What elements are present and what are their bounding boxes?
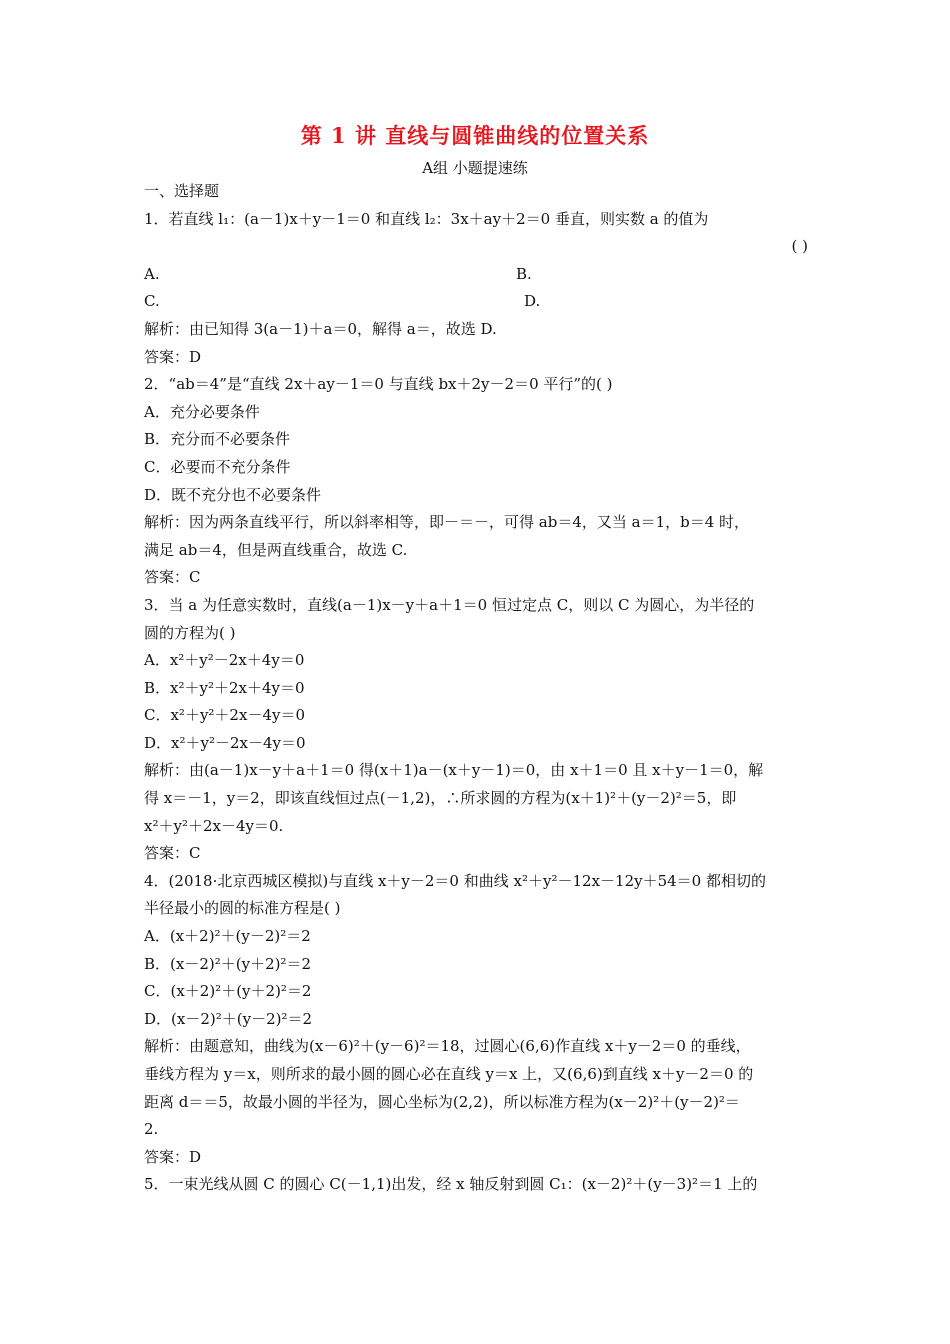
solution: 得 x＝－1，y＝2，即该直线恒过点(－1,2)，∴所求圆的方程为(x＋1)²＋(y－2)²＝5，即: [144, 789, 737, 808]
option-a: A.: [144, 264, 160, 283]
page-subtitle: A组 小题提速练: [422, 159, 528, 177]
option-b: B．x²＋y²＋2x＋4y＝0: [144, 678, 305, 697]
options-row: [144, 288, 808, 316]
answer: 答案：C: [144, 568, 201, 587]
option-c: C．x²＋y²＋2x－4y＝0: [144, 706, 306, 725]
section-heading: 一、选择题: [144, 182, 220, 200]
document-body: [144, 178, 808, 1199]
solution: 解析：由题意知，曲线为(x－6)²＋(y－6)²＝18，过圆心(6,6)作直线 x＋y－2＝0 的垂线，: [144, 1037, 751, 1056]
option-c: C．必要而不充分条件: [144, 457, 291, 476]
solution: 满足 ab＝4，但是两直线重合，故选 C.: [144, 540, 408, 559]
option-d: D．x²＋y²－2x－4y＝0: [144, 733, 306, 752]
question-5: 5．一束光线从圆 C 的圆心 C(－1,1)出发，经 x 轴反射到圆 C₁：(x－2)²＋(y－3)²＝1 上的: [144, 1175, 758, 1194]
solution: 解析：由(a－1)x－y＋a＋1＝0 得(x＋1)a－(x＋y－1)＝0，由 x＋1＝0 且 x＋y－1＝0，解: [144, 761, 764, 780]
question-4: 半径最小的圆的标准方程是( ): [144, 899, 341, 918]
option-a: A．充分必要条件: [144, 402, 260, 421]
solution: 解析：由已知得 3(a－1)＋a＝0，解得 a＝，故选 D.: [144, 319, 497, 338]
option-c: C．(x＋2)²＋(y＋2)²＝2: [144, 982, 312, 1001]
options-row: [144, 261, 808, 289]
question-3: 3．当 a 为任意实数时，直线(a－1)x－y＋a＋1＝0 恒过定点 C，则以 C 为圆心，为半径的: [144, 595, 755, 614]
option-d: D．(x－2)²＋(y－2)²＝2: [144, 1009, 313, 1028]
question-4: 4．(2018·北京西城区模拟)与直线 x＋y－2＝0 和曲线 x²＋y²－12x－12y＋54＝0 都相切的: [144, 871, 766, 890]
option-b: B．充分而不必要条件: [144, 430, 291, 449]
answer: 答案：D: [144, 347, 202, 366]
solution: 2.: [144, 1120, 159, 1139]
option-b: B.: [516, 264, 532, 283]
option-d: D．既不充分也不必要条件: [144, 485, 322, 504]
option-a: A．x²＋y²－2x＋4y＝0: [144, 651, 305, 670]
answer-paren: ( ): [791, 237, 808, 256]
question-3: 圆的方程为( ): [144, 623, 236, 642]
solution: 解析：因为两条直线平行，所以斜率相等，即－＝－，可得 ab＝4，又当 a＝1，b＝4 时，: [144, 513, 750, 532]
option-d: D.: [524, 292, 541, 311]
solution: 垂线方程为 y＝x，则所求的最小圆的圆心必在直线 y＝x 上，又(6,6)到直线 x＋y－2＝0 的: [144, 1065, 754, 1083]
answer: 答案：C: [144, 844, 201, 863]
question-1: 1．若直线 l₁：(a－1)x＋y－1＝0 和直线 l₂：3x＋ay＋2＝0 垂直，则实数 a 的值为: [144, 209, 709, 228]
answer: 答案：D: [144, 1147, 202, 1166]
option-c: C.: [144, 292, 160, 311]
solution: x²＋y²＋2x－4y＝0.: [144, 816, 284, 835]
option-b: B．(x－2)²＋(y＋2)²＝2: [144, 954, 312, 973]
solution: 距离 d＝＝5，故最小圆的半径为，圆心坐标为(2,2)，所以标准方程为(x－2)²＋(y－2)²＝: [144, 1092, 740, 1111]
question-2: 2．“ab＝4”是“直线 2x＋ay－1＝0 与直线 bx＋2y－2＝0 平行”的( ): [144, 375, 613, 394]
page-title: 第 1 讲 直线与圆锥曲线的位置关系: [300, 123, 650, 148]
option-a: A．(x＋2)²＋(y－2)²＝2: [144, 927, 311, 946]
